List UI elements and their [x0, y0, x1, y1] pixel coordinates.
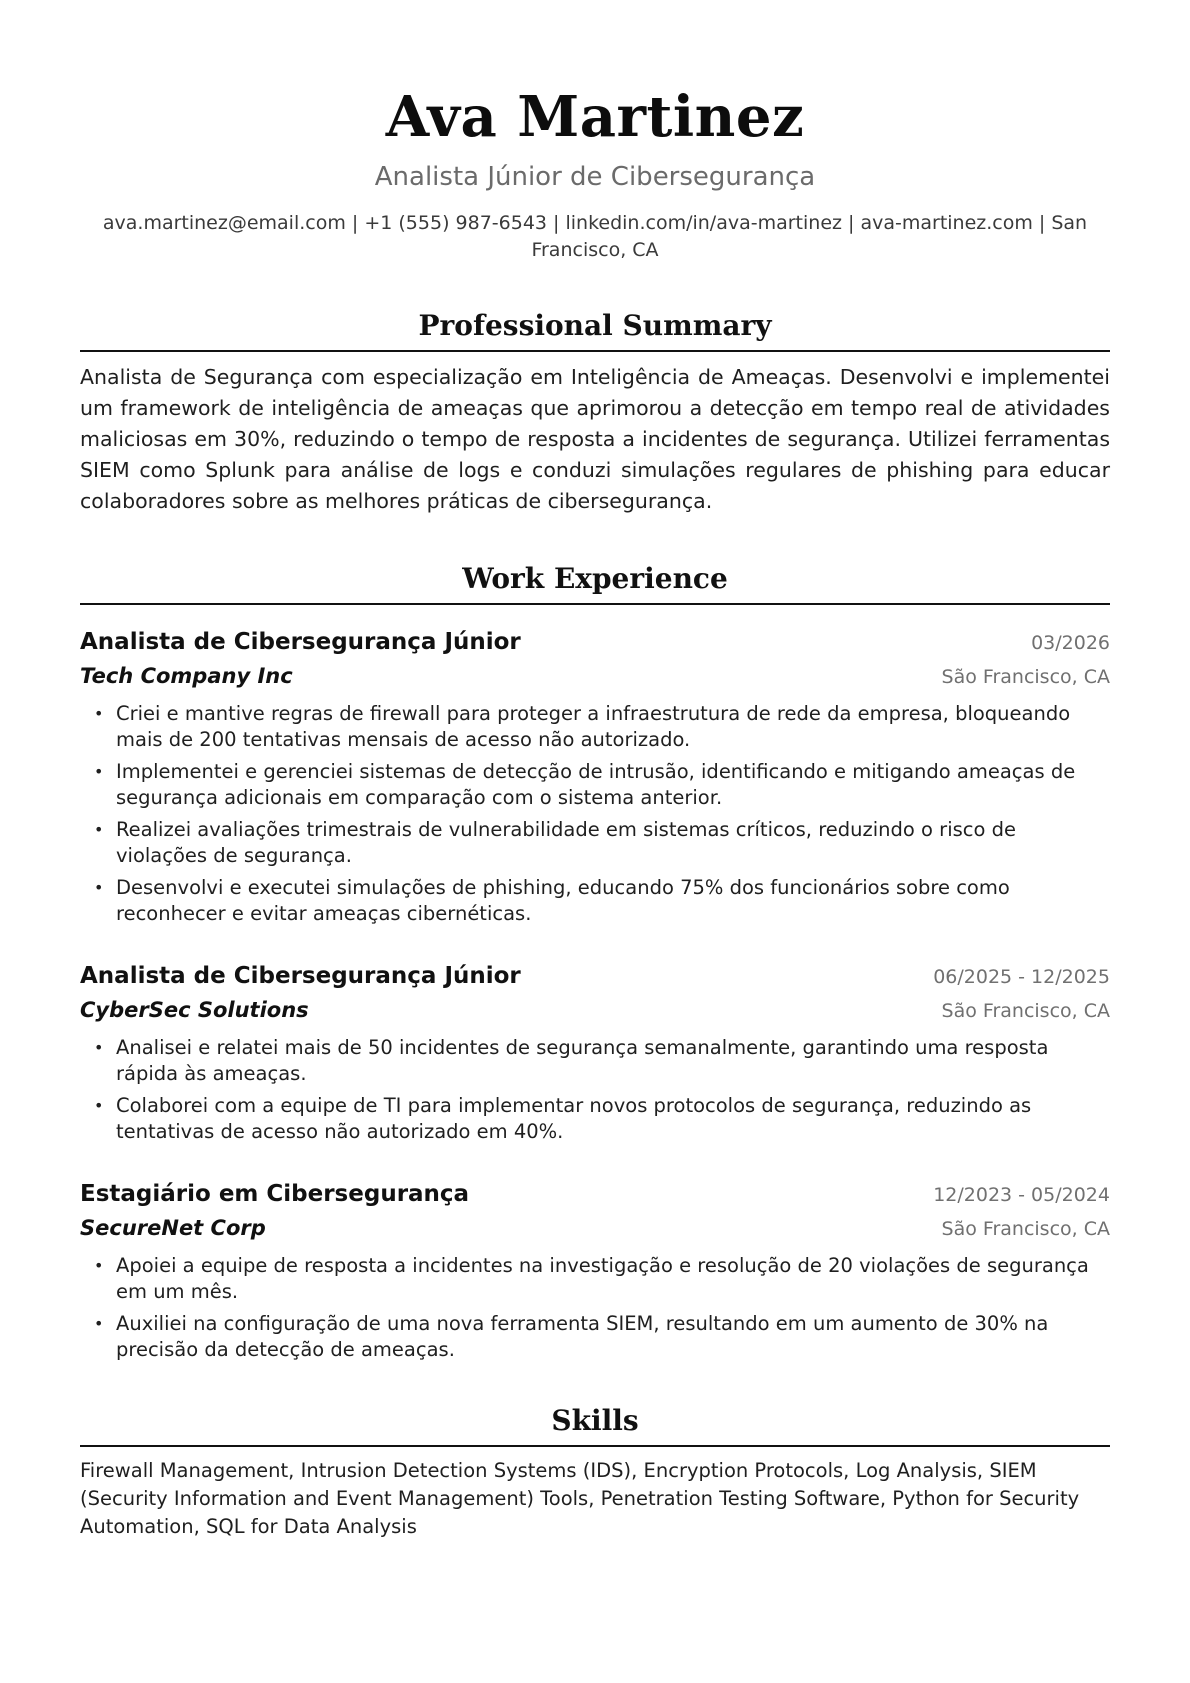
bullet-text: Auxiliei na configuração de uma nova ferramenta SIEM, resultando em um aumento de 30% na precisão da detecção de ameaças. — [116, 1312, 1049, 1361]
bullet-item — [80, 817, 1110, 869]
skills-text: Firewall Management, Intrusion Detection Systems (IDS), Encryption Protocols, Log Analysis, SIEM (Security Information and Event Management) Tools, Penetration Testing Software, Python for Security Automation, SQL for Data Analysis — [80, 1459, 1080, 1538]
summary-text: Analista de Segurança com especialização em Inteligência de Ameaças. Desenvolvi e implementei um framework de inteligência de ameaças que aprimorou a detecção em tempo real de atividades maliciosas em 30%, reduzindo o tempo de resposta a incidentes de segurança. Utilizei ferramentas SIEM como Splunk para análise de logs e conduzi simulações regulares de phishing para educar colaboradores sobre as melhores práticas de cibersegurança. — [80, 365, 1110, 513]
bullet-dot-icon: • — [94, 878, 104, 897]
bullet-item — [80, 1093, 1110, 1145]
bullet-dot-icon: • — [94, 1314, 104, 1333]
skills-heading: Skills — [80, 1403, 1110, 1447]
job-entry — [80, 959, 1110, 1145]
bullet-text: Analisei e relatei mais de 50 incidentes de segurança semanalmente, garantindo uma resposta rápida às ameaças. — [116, 1036, 1049, 1085]
job-date: 03/2026 — [1031, 632, 1110, 654]
job-bullets — [80, 701, 1110, 927]
bullet-dot-icon: • — [94, 1256, 104, 1275]
skills-section — [80, 1403, 1110, 1541]
bullet-dot-icon: • — [94, 820, 104, 839]
bullet-item — [80, 1035, 1110, 1087]
job-header-row — [80, 959, 1110, 993]
job-header-row — [80, 625, 1110, 659]
bullet-text: Apoiei a equipe de resposta a incidentes na investigação e resolução de 20 violações de segurança em um mês. — [116, 1254, 1089, 1303]
job-company-row — [80, 659, 1110, 693]
bullet-dot-icon: • — [94, 762, 104, 781]
bullet-text: Colaborei com a equipe de TI para implementar novos protocolos de segurança, reduzindo as tentativas de acesso não autorizado em 40%. — [116, 1094, 1032, 1143]
bullet-dot-icon: • — [94, 1038, 104, 1057]
job-location: São Francisco, CA — [941, 666, 1110, 688]
candidate-name: Ava Martinez — [385, 84, 805, 150]
job-company-row — [80, 1211, 1110, 1245]
company-name: SecureNet Corp — [80, 1216, 266, 1240]
candidate-title: Analista Júnior de Cibersegurança — [374, 162, 816, 192]
summary-heading: Professional Summary — [80, 308, 1110, 352]
experience-heading: Work Experience — [80, 561, 1110, 605]
bullet-item — [80, 1253, 1110, 1305]
bullet-text: Criei e mantive regras de firewall para proteger a infraestrutura de rede da empresa, bloqueando mais de 200 tentativas mensais de acesso não autorizado. — [116, 702, 1071, 751]
job-title: Analista de Cibersegurança Júnior — [80, 963, 521, 989]
job-entry — [80, 1177, 1110, 1363]
job-title: Analista de Cibersegurança Júnior — [80, 629, 521, 655]
bullet-item — [80, 759, 1110, 811]
job-bullets — [80, 1253, 1110, 1363]
job-date: 12/2023 - 05/2024 — [933, 1184, 1110, 1206]
summary-section — [80, 308, 1110, 517]
company-name: CyberSec Solutions — [80, 998, 309, 1022]
bullet-item — [80, 875, 1110, 927]
job-location: São Francisco, CA — [941, 1218, 1110, 1240]
bullet-text: Desenvolvi e executei simulações de phishing, educando 75% dos funcionários sobre como reconhecer e evitar ameaças cibernéticas. — [116, 876, 1010, 925]
bullet-item — [80, 701, 1110, 753]
resume-header — [80, 82, 1110, 264]
job-company-row — [80, 993, 1110, 1027]
job-header-row — [80, 1177, 1110, 1211]
job-location: São Francisco, CA — [941, 1000, 1110, 1022]
bullet-dot-icon: • — [94, 1096, 104, 1115]
bullet-dot-icon: • — [94, 704, 104, 723]
bullet-text: Realizei avaliações trimestrais de vulnerabilidade em sistemas críticos, reduzindo o risco de violações de segurança. — [116, 818, 1016, 867]
experience-section — [80, 561, 1110, 1363]
bullet-item — [80, 1311, 1110, 1363]
job-entry — [80, 625, 1110, 927]
job-title: Estagiário em Cibersegurança — [80, 1181, 470, 1207]
job-bullets — [80, 1035, 1110, 1145]
bullet-text: Implementei e gerenciei sistemas de detecção de intrusão, identificando e mitigando ameaças de segurança adicionais em comparação com o sistema anterior. — [116, 760, 1076, 809]
company-name: Tech Company Inc — [80, 664, 293, 688]
job-date: 06/2025 - 12/2025 — [933, 966, 1110, 988]
contact-info: ava.martinez@email.com | +1 (555) 987-6543 | linkedin.com/in/ava-martinez | ava-martinez.com | San Francisco, CA — [102, 212, 1088, 261]
